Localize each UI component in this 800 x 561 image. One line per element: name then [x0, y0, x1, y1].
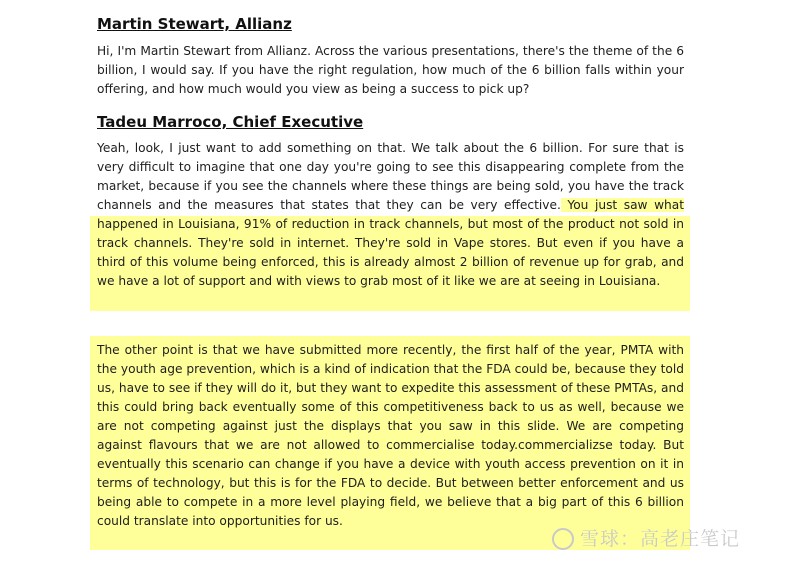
second-answer-paragraph: The other point is that we have submitted more recently, the first half of the year, PMTA with the youth age prevention, which is a kind of indication that the FDA could be, because they told us, have to see if they will do it, but they want to expedite this assessment of these PMTAs, and this could bring back eventually some of this competitiveness back to us as well, because we are not competing against just the displays that you saw in this slide. We are competing against flavours that we are not allowed to commercialise today.commercializse today. But eventually this scenario can change if you have a device with youth access prevention on it in terms of technology, but this is for the FDA to decide. But between better enforcement and us being able to compete in a more level playing field, we believe that a big part of this 6 billion could translate into opportunities for us. — [97, 343, 684, 528]
answer-paragraph — [97, 139, 684, 291]
answer-plain-text: Yeah, look, I just want to add something on that. We talk about the 6 billion. For sure that is very difficult to imagine that one day you're going to see this disappearing complete from the market, because if you see the channels where these things are being sold, you have the track channels and the measures that states that they can be very effective. — [97, 141, 684, 212]
watermark — [552, 524, 740, 551]
speaker-heading-analyst: Martin Stewart, Allianz — [97, 15, 292, 33]
speaker-heading-executive: Tadeu Marroco, Chief Executive — [97, 113, 364, 131]
answer-highlighted-text: You just saw what happened in Louisiana, 91% of reduction in track channels, but most of the product not sold in track channels. They're sold in internet. They're sold in Vape stores. But even if you have a third of this volume being enforced, this is already almost 2 billion of revenue up for grab, and we have a lot of support and with views to grab most of it like we are at seeing in Louisiana. — [97, 198, 685, 288]
snowball-logo-icon — [552, 528, 574, 550]
question-paragraph: Hi, I'm Martin Stewart from Allianz. Across the various presentations, there's the theme of the 6 billion, I would say. If you have the right regulation, how much of the 6 billion falls within your offering, and how much would you view as being a success to pick up? — [97, 44, 684, 96]
watermark-text: 雪球：高老庄笔记 — [580, 528, 741, 550]
